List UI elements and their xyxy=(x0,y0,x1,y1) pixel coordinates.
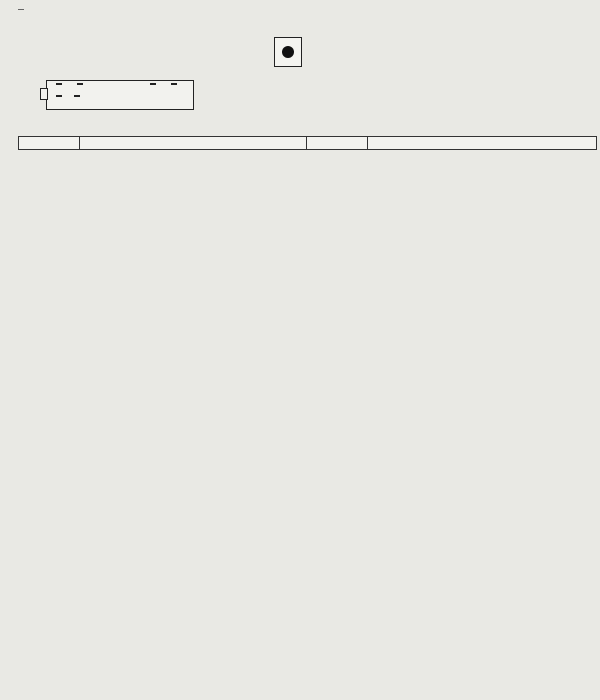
diagnostic-connector xyxy=(46,80,196,110)
diag-pin-rx xyxy=(56,83,62,85)
ecu-connector-diagram xyxy=(31,37,567,67)
diag-pin-tx xyxy=(77,83,83,85)
pin-assignment-table xyxy=(18,136,597,150)
header-pin-number-left xyxy=(19,137,80,150)
diag-pin-clk xyxy=(74,95,80,97)
header-description-right xyxy=(368,137,597,150)
diag-pin-chk xyxy=(150,83,156,85)
bolt-dot-icon xyxy=(282,46,294,58)
table-header-row xyxy=(19,137,597,150)
diag-pin-ground xyxy=(56,95,62,97)
header-pin-number-right xyxy=(307,137,368,150)
diag-pin-ign xyxy=(171,83,177,85)
header-description-left xyxy=(80,137,307,150)
diag-connector-latch xyxy=(40,88,48,100)
connector-bolt xyxy=(274,37,302,67)
